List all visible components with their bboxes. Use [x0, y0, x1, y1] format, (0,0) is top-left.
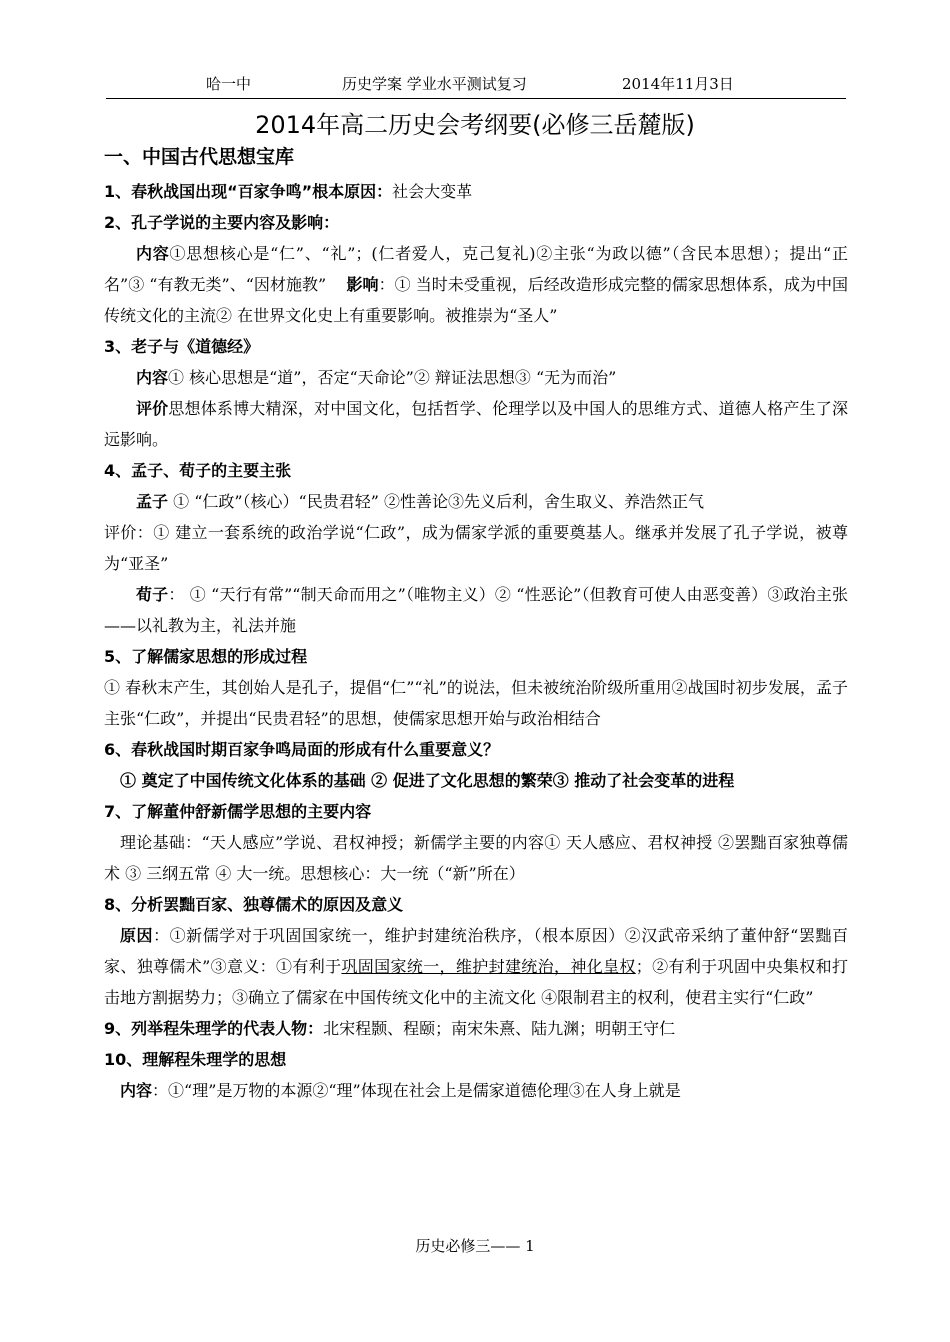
item-8-label-reason: 原因 [120, 926, 154, 945]
item-4-label-mencius: 孟子 [136, 492, 169, 511]
item-7-text: 理论基础：“天人感应”学说、君权神授；新儒学主要的内容① 天人感应、君权神授 ②罢黜百家独尊儒术 ③ 三纲五常 ④ 大一统。思想核心：大一统（“新”所在） [104, 833, 848, 883]
item-6-heading: 6、春秋战国时期百家争鸣局面的形成有什么重要意义？ [104, 740, 500, 759]
header-doc-type: 历史学案 学业水平测试复习 [342, 75, 527, 93]
section-heading: 一、中国古代思想宝库 [104, 146, 295, 168]
item-4-label-xunzi: 荀子 [136, 585, 169, 604]
item-9 [104, 1013, 848, 1044]
page-title: 2014年高二历史会考纲要(必修三岳麓版) [255, 111, 695, 139]
item-5-heading: 5、了解儒家思想的形成过程 [104, 647, 308, 666]
item-4-xunzi: ： ① “天行有常”“制天命而用之”（唯物主义）② “性恶论”（但教育可使人由恶变善）③政治主张——以礼教为主，礼法并施 [104, 585, 848, 635]
item-2-content: ①思想核心是“仁”、“礼”；(仁者爱人，克己复礼)②主张“为政以德”（含民本思想）；提出“正名”③ “有教无类”、“因材施教” [104, 244, 848, 294]
item-3-eval-line [104, 393, 848, 455]
item-7-heading: 7、了解董仲舒新儒学思想的主要内容 [104, 802, 372, 821]
item-4-mencius-line [104, 486, 848, 517]
item-9-answer: 北宋程颢、程颐；南宋朱熹、陆九渊；明朝王守仁 [323, 1019, 676, 1038]
item-3-label-eval: 评价 [136, 399, 169, 418]
item-2-label-impact: 影响 [346, 275, 379, 294]
page-footer: 历史必修三—— 1 [415, 1237, 535, 1255]
item-4-eval: 评价：① 建立一套系统的政治学说“仁政”，成为儒家学派的重要奠基人。继承并发展了孔子学说，被尊为“亚圣” [104, 523, 848, 573]
item-2-impact: ：① 当时未受重视，后经改造形成完整的儒家思想体系，成为中国传统文化的主流② 在世界文化史上有重要影响。被推崇为“圣人” [104, 275, 848, 325]
item-3-eval: 思想体系博大精深，对中国文化，包括哲学、伦理学以及中国人的思维方式、道德人格产生了深远影响。 [104, 399, 848, 449]
item-9-heading: 9、列举程朱理学的代表人物： [104, 1019, 324, 1038]
item-3-content-line [104, 362, 848, 393]
item-4-heading: 4、孟子、荀子的主要主张 [104, 461, 292, 480]
item-10-label-content: 内容 [120, 1081, 153, 1100]
header-date: 2014年11月3日 [622, 75, 734, 93]
item-8-significance: ；②有利于巩固中央集权和打击地方割据势力；③确立了儒家在中国传统文化中的主流文化 ④限制君主的权利，使君主实行“仁政” [104, 957, 848, 1007]
item-3-content: ① 核心思想是“道”，否定“天命论”② 辩证法思想③ “无为而治” [168, 368, 617, 387]
item-8-underlined: 巩固国家统一，维护封建统治，神化皇权 [341, 957, 636, 976]
item-6-text: ① 奠定了中国传统文化体系的基础 ② 促进了文化思想的繁荣③ 推动了社会变革的进程 [120, 771, 735, 790]
header-school: 哈一中 [206, 75, 252, 93]
item-3-heading: 3、老子与《道德经》 [104, 337, 260, 356]
item-10-content: ：①“理”是万物的本源②“理”体现在社会上是儒家道德伦理③在人身上就是 [152, 1081, 681, 1100]
item-5-text: ① 春秋末产生，其创始人是孔子，提倡“仁”“礼”的说法，但未被统治阶级所重用②战国时初步发展，孟子主张“仁政”，并提出“民贵君轻”的思想，使儒家思想开始与政治相结合 [104, 678, 848, 728]
item-10-text [104, 1075, 848, 1106]
item-10-heading: 10、理解程朱理学的思想 [104, 1050, 287, 1069]
item-2-heading: 2、孔子学说的主要内容及影响： [104, 213, 340, 232]
item-2-text [104, 238, 848, 331]
item-4-mencius: ① “仁政”（核心）“民贵君轻” ②性善论③先义后利，舍生取义、养浩然正气 [168, 492, 704, 511]
item-8-reason: ：①新儒学对于巩固国家统一，维护封建统治秩序，（根本原因）②汉武帝采纳了董仲舒“罢黜百家、独尊儒术”③意义：①有利于 [104, 926, 848, 976]
item-1 [104, 176, 848, 207]
page-header [106, 70, 846, 99]
item-2-label-content: 内容 [136, 244, 170, 263]
item-1-heading: 1、春秋战国出现“百家争鸣”根本原因： [104, 182, 393, 201]
document-body [104, 142, 848, 1106]
item-1-answer: 社会大变革 [392, 182, 473, 201]
item-8-text [104, 920, 848, 1013]
item-4-xunzi-line [104, 579, 848, 641]
item-3-label-content: 内容 [136, 368, 169, 387]
item-8-heading: 8、分析罢黜百家、独尊儒术的原因及意义 [104, 895, 404, 914]
